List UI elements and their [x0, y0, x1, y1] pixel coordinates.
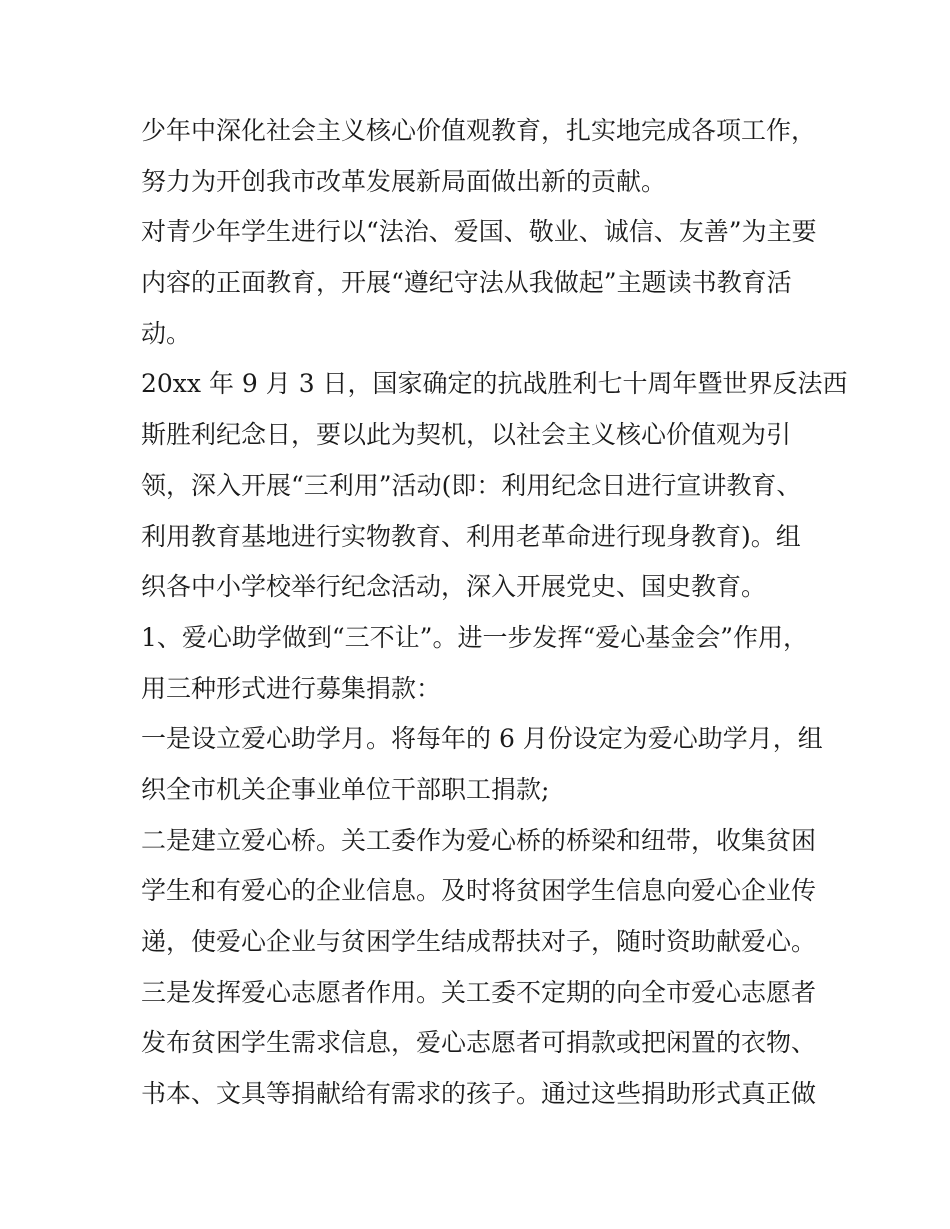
text-line: 斯胜利纪念日，要以此为契机，以社会主义核心价值观为引 — [141, 420, 792, 450]
text-line: 内容的正面教育，开展“遵纪守法从我做起”主题读书教育活 — [141, 268, 792, 298]
text-line: 织各中小学校举行纪念活动，深入开展党史、国史教育。 — [141, 572, 767, 602]
text-line: 书本、文具等捐献给有需求的孩子。通过这些捐助形式真正做 — [141, 1079, 817, 1109]
text-line: 动。 — [141, 318, 192, 348]
text-line: 发布贫困学生需求信息，爱心志愿者可捐款或把闲置的衣物、 — [141, 1028, 817, 1058]
text-line: 对青少年学生进行以“法治、爱国、敬业、诚信、友善”为主要 — [141, 217, 817, 247]
text-line: 织全市机关企事业单位干部职工捐款; — [141, 774, 550, 804]
text-line: 用三种形式进行募集捐款： — [141, 673, 442, 703]
text-line: 一是设立爱心助学月。将每年的 6 月份设定为爱心助学月，组 — [141, 724, 823, 754]
text-line: 1、爱心助学做到“三不让”。进一步发挥“爱心基金会”作用， — [141, 622, 809, 652]
text-line: 20xx 年 9 月 3 日，国家确定的抗战胜利七十周年暨世界反法西 — [141, 369, 848, 399]
text-line: 递，使爱心企业与贫困学生结成帮扶对子，随时资助献爱心。 — [141, 927, 817, 956]
body-text — [141, 106, 848, 1120]
text-line: 少年中深化社会主义核心价值观教育，扎实地完成各项工作， — [141, 116, 817, 145]
text-line: 学生和有爱心的企业信息。及时将贫困学生信息向爱心企业传 — [141, 876, 817, 906]
text-line: 三是发挥爱心志愿者作用。关工委不定期的向全市爱心志愿者 — [141, 977, 817, 1007]
text-line: 努力为开创我市改革发展新局面做出新的贡献。 — [141, 166, 667, 196]
text-line: 二是建立爱心桥。关工委作为爱心桥的桥梁和纽带，收集贫困 — [141, 825, 817, 855]
text-line: 利用教育基地进行实物教育、利用老革命进行现身教育)。组 — [141, 521, 801, 551]
text-line: 领，深入开展“三利用”活动(即：利用纪念日进行宣讲教育、 — [141, 470, 802, 500]
